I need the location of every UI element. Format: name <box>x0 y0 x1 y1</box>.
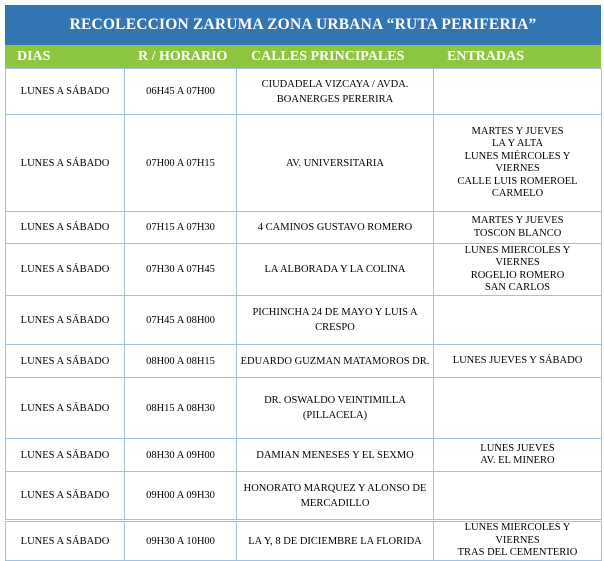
cell-entradas <box>434 244 602 296</box>
table-row <box>6 378 602 439</box>
cell-entradas <box>434 115 602 212</box>
cell-dias: LUNES A SÁBADO <box>6 296 125 345</box>
cell-entradas <box>434 345 602 378</box>
cell-dias: LUNES A SÁBADO <box>6 472 125 521</box>
entrada-line: CARMELO <box>491 188 544 199</box>
cell-horario: 07H45 A 08H00 <box>125 296 237 345</box>
cell-horario: 08H15 A 08H30 <box>125 378 237 439</box>
cell-dias: LUNES A SÁBADO <box>6 345 125 378</box>
cell-calle: HONORATO MARQUEZ Y ALONSO DE MERCADILLO <box>237 472 434 521</box>
entrada-line: SAN CARLOS <box>484 282 551 293</box>
cell-horario: 08H00 A 08H15 <box>125 345 237 378</box>
header-dias: DIAS <box>17 48 51 64</box>
cell-entradas <box>434 521 602 561</box>
cell-dias: LUNES A SÁBADO <box>6 244 125 296</box>
cell-calle: LA Y, 8 DE DICIEMBRE LA FLORIDA <box>237 521 434 561</box>
schedule-document <box>5 5 601 560</box>
table-row <box>6 69 602 115</box>
cell-calle: DAMIAN MENESES Y EL SEXMO <box>237 439 434 472</box>
table-row <box>6 345 602 378</box>
cell-calle: PICHINCHA 24 DE MAYO Y LUIS A CRESPO <box>237 296 434 345</box>
entrada-line: AV. EL MINERO <box>480 455 555 466</box>
entrada-line: LUNES MIERCOLES Y <box>464 522 571 534</box>
header-entradas: ENTRADAS <box>447 48 525 64</box>
cell-horario: 07H30 A 07H45 <box>125 244 237 296</box>
cell-calle: LA ALBORADA Y LA COLINA <box>237 244 434 296</box>
table-row <box>6 212 602 244</box>
entrada-line: TOSCON BLANCO <box>473 227 562 239</box>
entrada-line: LA Y ALTA <box>491 138 544 149</box>
cell-dias: LUNES A SÁBADO <box>6 378 125 439</box>
table-row <box>6 439 602 472</box>
cell-calle: AV. UNIVERSITARIA <box>237 115 434 212</box>
document-title: RECOLECCION ZARUMA ZONA URBANA “RUTA PERIFERIA” <box>5 5 601 45</box>
cell-horario: 06H45 A 07H00 <box>125 69 237 115</box>
table-row <box>6 472 602 521</box>
cell-entradas <box>434 439 602 472</box>
cell-entradas <box>434 472 602 521</box>
entrada-line: ROGELIO ROMERO <box>470 269 565 281</box>
cell-horario: 07H15 A 07H30 <box>125 212 237 244</box>
cell-horario: 09H30 A 10H00 <box>125 521 237 561</box>
cell-dias: LUNES A SÁBADO <box>6 212 125 244</box>
cell-calle: EDUARDO GUZMAN MATAMOROS DR. <box>237 345 434 378</box>
entrada-line: CALLE LUIS ROMEROEL <box>457 175 578 187</box>
entrada-line: LUNES JUEVES <box>480 442 555 454</box>
cell-dias: LUNES A SÁBADO <box>6 439 125 472</box>
cell-entradas <box>434 296 602 345</box>
cell-entradas <box>434 378 602 439</box>
cell-horario: 07H00 A 07H15 <box>125 115 237 212</box>
entrada-line: TRAS DEL CEMENTERIO <box>457 547 578 559</box>
entrada-line: LUNES MIERCOLES Y <box>464 244 571 256</box>
header-calles: CALLES PRINCIPALES <box>251 48 405 64</box>
table-row <box>6 296 602 345</box>
cell-calle: DR. OSWALDO VEINTIMILLA (PILLACELA) <box>237 378 434 439</box>
entrada-line: LUNES JUEVES Y SÁBADO <box>452 354 583 366</box>
table-row <box>6 244 602 296</box>
cell-dias: LUNES A SÁBADO <box>6 115 125 212</box>
cell-horario: 09H00 A 09H30 <box>125 472 237 521</box>
entrada-line: MARTES Y JUEVES <box>471 215 564 226</box>
cell-dias: LUNES A SÁBADO <box>6 69 125 115</box>
entrada-line: LUNES MIÉRCOLES Y <box>464 150 571 162</box>
cell-calle: CIUDADELA VIZCAYA / AVDA. BOANERGES PERERIRA <box>237 69 434 115</box>
entrada-line: VIERNES <box>495 163 540 174</box>
table-header-row <box>5 45 601 68</box>
header-horario: R / HORARIO <box>138 48 228 64</box>
cell-horario: 08H30 A 09H00 <box>125 439 237 472</box>
table-row <box>6 115 602 212</box>
cell-entradas <box>434 212 602 244</box>
entrada-line: VIERNES <box>495 257 540 268</box>
table-row <box>6 521 602 561</box>
entrada-line: VIERNES <box>495 534 540 546</box>
schedule-table <box>5 68 602 561</box>
cell-entradas <box>434 69 602 115</box>
cell-calle: 4 CAMINOS GUSTAVO ROMERO <box>237 212 434 244</box>
cell-dias: LUNES A SÁBADO <box>6 521 125 561</box>
entrada-line: MARTES Y JUEVES <box>471 125 564 137</box>
